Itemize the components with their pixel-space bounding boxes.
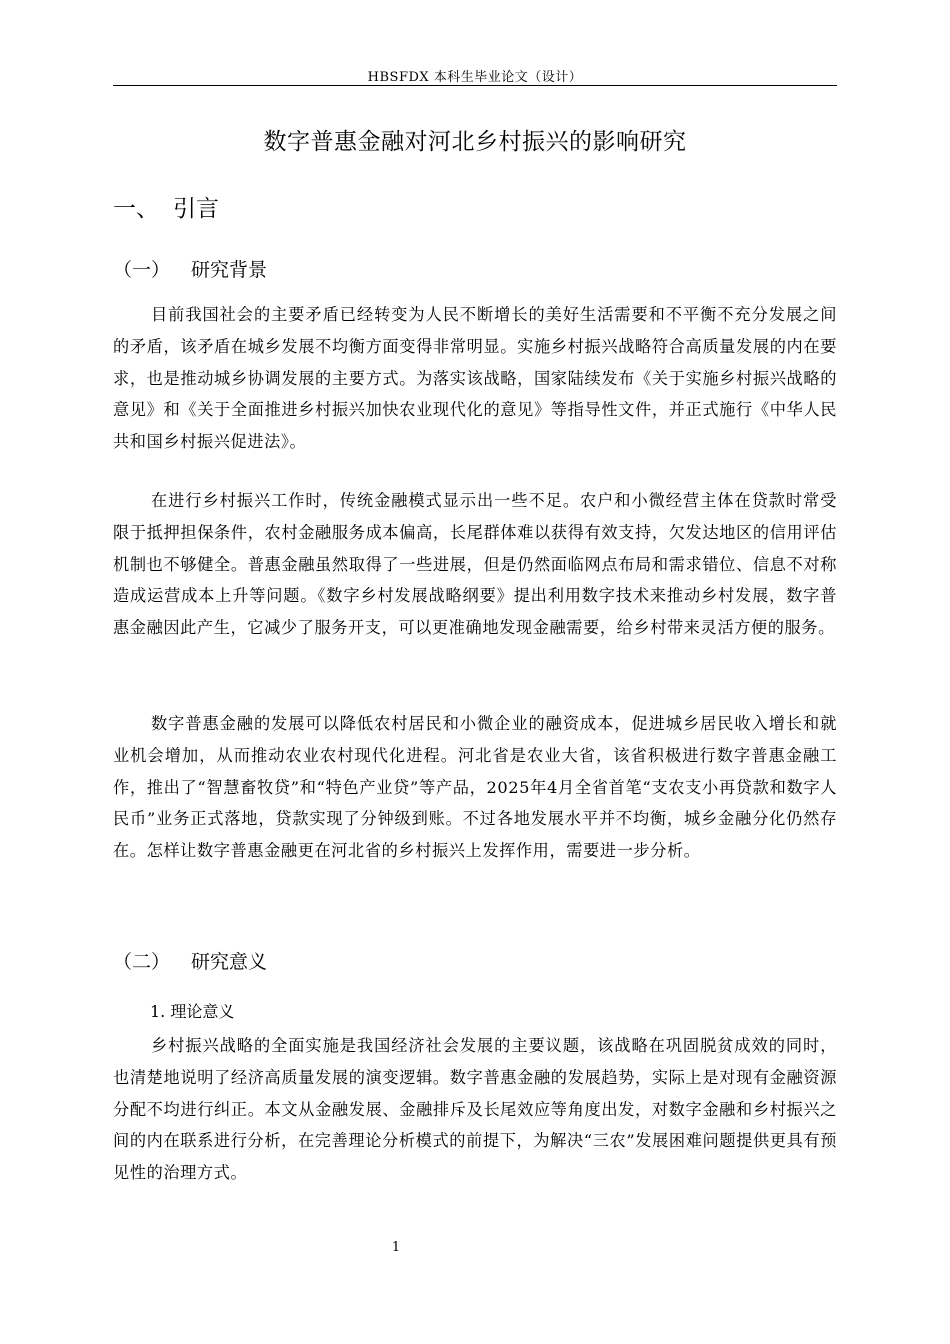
subsection-number: （二）	[113, 951, 171, 973]
header-rule	[113, 85, 837, 86]
subsection-title: 研究意义	[191, 951, 268, 973]
subsection-title: 研究背景	[191, 259, 268, 281]
paragraph-theoretical-significance: 乡村振兴战略的全面实施是我国经济社会发展的主要议题，该战略在巩固脱贫成效的同时，也清楚地说明了经济高质量发展的演变逻辑。数字普惠金融的发展趋势，实际上是对现有金融资源分配不均进行纠正。本文从金融发展、金融排斥及长尾效应等角度出发，对数字金融和乡村振兴之间的内在联系进行分析，在完善理论分析模式的前提下，为解决“三农”发展困难问题提供更具有预见性的治理方式。	[113, 1036, 837, 1183]
subsection-heading-background	[113, 255, 267, 282]
paragraph-background-2: 在进行乡村振兴工作时，传统金融模式显示出一些不足。农户和小微经营主体在贷款时常受限于抵押担保条件，农村金融服务成本偏高，长尾群体难以获得有效支持，欠发达地区的信用评估机制也不够健全。普惠金融虽然取得了一些进展，但是仍然面临网点布局和需求错位、信息不对称造成运营成本上升等问题。《数字乡村发展战略纲要》提出利用数字技术来推动乡村发展，数字普惠金融因此产生，它减少了服务开支，可以更准确地发现金融需要，给乡村带来灵活方便的服务。	[113, 491, 837, 638]
item-number: 1.	[150, 1002, 166, 1021]
running-header: HBSFDX 本科生毕业论文（设计）	[367, 70, 583, 85]
page-number: 1	[391, 1240, 401, 1255]
section-title: 引言	[173, 196, 219, 222]
subsection-heading-significance	[113, 947, 267, 974]
section-heading-introduction	[113, 190, 219, 223]
paragraph-background-3: 数字普惠金融的发展可以降低农村居民和小微企业的融资成本，促进城乡居民收入增长和就业机会增加，从而推动农业农村现代化进程。河北省是农业大省，该省积极进行数字普惠金融工作，推出了“智慧畜牧贷”和“特色产业贷”等产品，2025年4月全省首笔“支农支小再贷款和数字人民币”业务正式落地，贷款实现了分钟级到账。不过各地发展水平并不均衡，城乡金融分化仍然存在。怎样让数字普惠金融更在河北省的乡村振兴上发挥作用，需要进一步分析。	[113, 714, 837, 861]
section-number: 一、	[113, 196, 159, 222]
item-heading-theoretical-significance	[150, 999, 234, 1022]
paragraph-background-1: 目前我国社会的主要矛盾已经转变为人民不断增长的美好生活需要和不平衡不充分发展之间的矛盾，该矛盾在城乡发展不均衡方面变得非常明显。实施乡村振兴战略符合高质量发展的内在要求，也是推动城乡协调发展的主要方式。为落实该战略，国家陆续发布《关于实施乡村振兴战略的意见》和《关于全面推进乡村振兴加快农业现代化的意见》等指导性文件，并正式施行《中华人民共和国乡村振兴促进法》。	[113, 305, 837, 452]
paper-title: 数字普惠金融对河北乡村振兴的影响研究	[263, 129, 687, 155]
item-title: 理论意义	[170, 1002, 235, 1021]
subsection-number: （一）	[113, 259, 171, 281]
